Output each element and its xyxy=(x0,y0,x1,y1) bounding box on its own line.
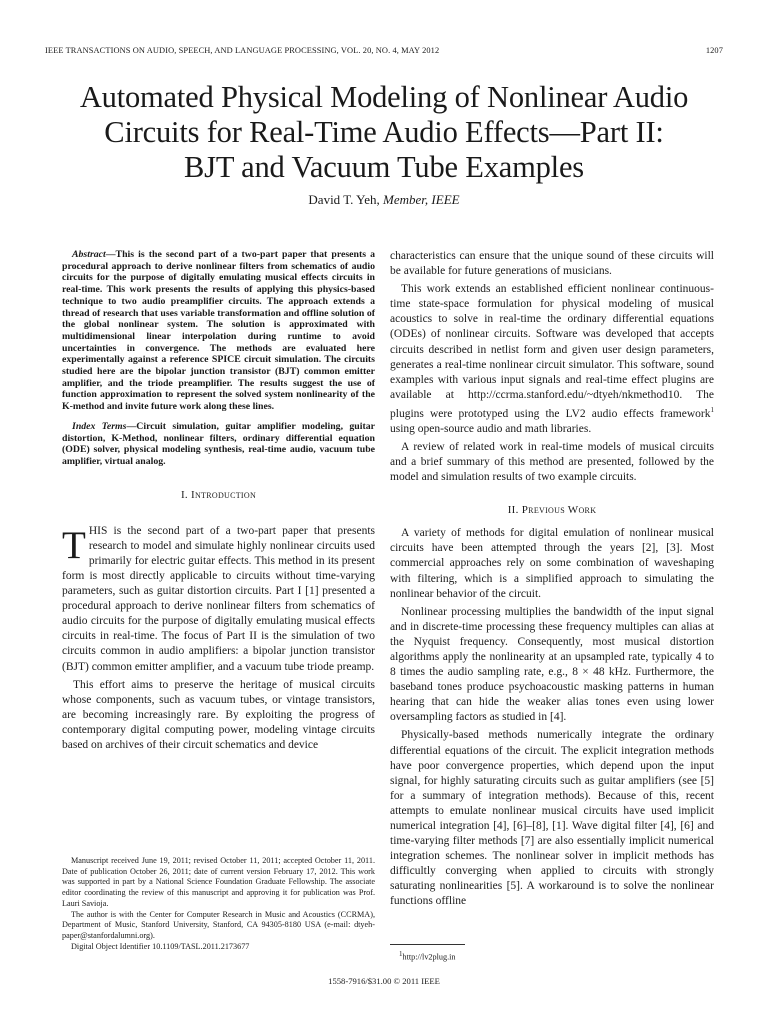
index-terms-text: —Circuit simulation, guitar amplifier modeling, guitar distortion, K-Method, nonlinear filters, ordinary differential equation (ODE) solver, physical modeling synthesis, real-time audio, vacuum tube amplifier, virtual analog. xyxy=(62,420,375,467)
first-page-footnote xyxy=(62,856,375,952)
drop-cap: T xyxy=(62,523,86,567)
footnote-divider xyxy=(390,944,465,945)
running-header xyxy=(45,46,723,58)
journal-name: IEEE TRANSACTIONS ON AUDIO, SPEECH, AND LANGUAGE PROCESSING, VOL. 20, NO. 4, MAY 2012 xyxy=(45,46,440,55)
intro-paragraph xyxy=(62,524,375,675)
section-heading-introduction xyxy=(62,489,375,501)
section-heading-previous-work xyxy=(390,504,714,516)
footnote-affiliation: The author is with the Center for Computer Research in Music and Acoustics (CCRMA), Department of Music, Stanford University, Stanford, CA 94305-8180 USA (e-mail: dtyeh-paper@stanfordalumni.org). xyxy=(62,909,375,940)
abstract-text: —This is the second part of a two-part paper that presents a procedural approach to derive nonlinear filters from schematics of audio circuits for the purpose of digitally emulating musical effects circuits in real-time. This work presents the results of applying this physics-based technique to two audio preamplifier circuits. The approach extends a thread of research that uses variable transformation and offline solution of the global nonlinear system. The solution is approximated with multidimensional linear interpolation during runtime to avoid uncertainties in convergence. The methods are evaluated here experimentally against a reference SPICE circuit simulation. The circuits studied here are the bipolar junction transistor (BJT) common emitter amplifier, and the triode preamplifier. The results suggest the use of function approximation to represent the solved system nonlinearity of the K-method and invite future work along these lines. xyxy=(62,249,375,413)
author-line xyxy=(0,192,768,208)
body-paragraph: A review of related work in real-time models of musical circuits and a brief summary of this method are presented, followed by the model and simulation results of two example circuits. xyxy=(390,440,714,484)
body-paragraph: characteristics can ensure that the unique sound of these circuits will be available for future generations of musicians. xyxy=(390,250,714,278)
footnote-manuscript: Manuscript received June 19, 2011; revised October 11, 2011; accepted October 11, 2011. Date of publication October 26, 2011; date of current version February 17, 2012. This work was supported in part by a National Science Foundation Graduate Fellowship. The associate editor coordinating the review of this manuscript and approving it for publication was Prof. Lauri Savioja. xyxy=(62,856,375,908)
section-number: I. xyxy=(180,488,188,501)
title-line: Automated Physical Modeling of Nonlinear Audio xyxy=(79,80,689,114)
footnote-url: http://lv2plug.in xyxy=(402,952,456,962)
footnote-marker: 1 xyxy=(710,405,714,414)
intro-paragraph: This effort aims to preserve the heritage of musical circuits whose components, such as vacuum tubes, or vintage transistors, are becoming increasingly rare. By exploiting the progress of contemporary digital computing power, modeling vintage circuits based on archives of their circuit schematics and device xyxy=(62,678,375,751)
left-column xyxy=(62,249,375,753)
paper-title xyxy=(0,80,768,185)
footnote-doi: Digital Object Identifier 10.1109/TASL.2011.2173677 xyxy=(71,941,250,951)
copyright-footer: 1558-7916/$31.00 © 2011 IEEE xyxy=(328,976,440,986)
title-line: BJT and Vacuum Tube Examples xyxy=(184,150,584,184)
intro-text: HIS is the second part of a two-part paper that presents research to model and simulate highly nonlinear circuits used primarily for electric guitar effects. This method in its present form is most directly applicable to circuits without time-varying parameters, such as guitar distortion circuits. Part I [1] presented a procedural approach to derive nonlinear filters from schematics of audio circuits for the purpose of digitally emulating musical effects circuits in real-time. The focus of Part II is the simulation of two circuits common in audio amplifiers: a bipolar junction transistor (BJT) common emitter amplifier, and a vacuum tube triode preamp. xyxy=(62,524,375,673)
index-terms xyxy=(62,421,375,468)
body-paragraph: Physically-based methods numerically integrate the ordinary differential equations of the circuit. The explicit integration methods have poor convergence properties, which depend upon the input signal, for highly saturating circuits such as guitar amplifiers (see [5] for a summary of integration methods). Because of this, recent attempts to emulate nonlinear musical circuits have used implicit numerical integration [4], [6]–[8], [1]. Wave digital filter [4], [6] and time-varying filter methods [7] are also essentially implicit numerical integration schemes. The nonlinear solver in implicit methods has difficultly converging when applied to circuits with strongly saturating nonlinearities [5]. A workaround is to solve the nonlinear functions offline xyxy=(390,729,714,908)
right-footnote xyxy=(390,949,714,963)
title-line: Circuits for Real-Time Audio Effects—Part II: xyxy=(104,115,664,149)
body-paragraph xyxy=(390,282,714,437)
body-paragraph: Nonlinear processing multiplies the bandwidth of the input signal and in discrete-time processing these frequency multiples can alias at the Nyquist frequency. Consequently, most musical distortion algorithms apply the nonlinearity at an upsampled rate, typically 4 to 8 times the audio sampling rate, e.g., 8 × 48 kHz. Furthermore, the baseband tones produce psychoacoustic masking patterns in human hearing that can hide the weaker alias tones even using lower oversampling factors as studied in [4]. xyxy=(390,605,714,724)
footnote-marker: 1 xyxy=(399,950,403,958)
section-title: Previous Work xyxy=(521,504,597,517)
body-paragraph: A variety of methods for digital emulation of nonlinear musical circuits have been attempted through the years [2], [3]. Most commercial approaches rely on some combination of waveshaping with filtering, which is a simplified approach to simulating the nonlinear behavior of the circuit. xyxy=(390,527,714,600)
body-text: using open-source audio and math libraries. xyxy=(390,422,592,435)
abstract-label: Abstract xyxy=(72,249,106,260)
section-title: Introduction xyxy=(191,488,257,501)
page-number: 1207 xyxy=(705,46,723,55)
author-membership: Member, IEEE xyxy=(383,192,460,207)
section-number: II. xyxy=(507,504,519,517)
author-name: David T. Yeh, xyxy=(308,192,380,207)
right-column xyxy=(390,249,714,910)
index-terms-label: Index Terms xyxy=(72,420,127,432)
body-text: This work extends an established efficient nonlinear continuous-time state-space formulation for physical modeling of musical acoustics to solve in real-time the ordinary differential equations (ODEs) of nonlinear circuits. Software was developed that accepts circuits described in netlist form and given user design parameters, generates a real-time nonlinear circuit simulator. This software, sound examples with various input signals and real-time effect plugins are available at http://ccrma.stanford.edu/~dtyeh/nkmethod10. The plugins were prototyped using the LV2 audio effects framework xyxy=(390,283,714,420)
abstract xyxy=(62,249,375,413)
